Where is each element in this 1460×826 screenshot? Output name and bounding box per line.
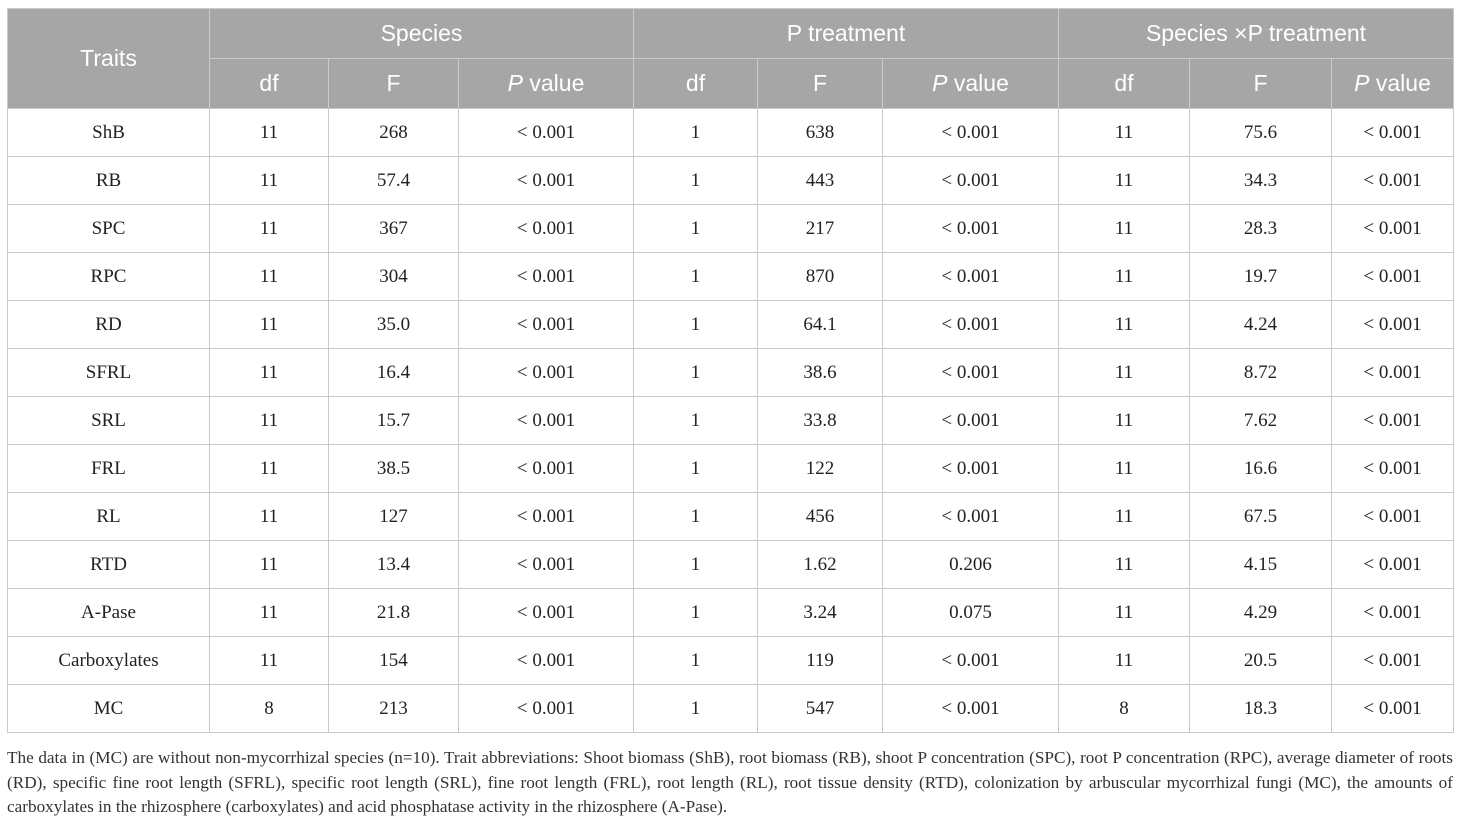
cell-ptreat-p: < 0.001 (883, 109, 1059, 157)
cell-inter-df: 11 (1059, 301, 1190, 349)
cell-trait: RB (8, 157, 210, 205)
cell-ptreat-f: 638 (758, 109, 883, 157)
header-group-species: Species (210, 9, 634, 59)
table-body (8, 109, 1454, 733)
header-p-suffix: value (522, 70, 585, 96)
cell-species-f: 13.4 (329, 541, 459, 589)
cell-ptreat-df: 1 (634, 493, 758, 541)
cell-inter-p: < 0.001 (1332, 541, 1454, 589)
cell-ptreat-f: 217 (758, 205, 883, 253)
table-row (8, 397, 1454, 445)
cell-species-df: 11 (210, 349, 329, 397)
cell-inter-f: 34.3 (1190, 157, 1332, 205)
cell-ptreat-p: 0.075 (883, 589, 1059, 637)
header-row-groups (8, 9, 1454, 59)
cell-species-f: 16.4 (329, 349, 459, 397)
cell-ptreat-df: 1 (634, 685, 758, 733)
cell-ptreat-df: 1 (634, 109, 758, 157)
header-df: df (634, 59, 758, 109)
cell-species-p: < 0.001 (459, 397, 634, 445)
header-f: F (329, 59, 459, 109)
cell-species-p: < 0.001 (459, 493, 634, 541)
header-p-italic: P (507, 70, 523, 96)
cell-inter-p: < 0.001 (1332, 685, 1454, 733)
cell-inter-p: < 0.001 (1332, 589, 1454, 637)
cell-inter-df: 11 (1059, 109, 1190, 157)
cell-trait: SPC (8, 205, 210, 253)
cell-inter-df: 11 (1059, 253, 1190, 301)
cell-ptreat-df: 1 (634, 157, 758, 205)
cell-species-p: < 0.001 (459, 445, 634, 493)
cell-species-df: 11 (210, 253, 329, 301)
cell-ptreat-df: 1 (634, 589, 758, 637)
table-row (8, 685, 1454, 733)
header-df: df (210, 59, 329, 109)
cell-species-p: < 0.001 (459, 205, 634, 253)
cell-species-p: < 0.001 (459, 349, 634, 397)
table-row (8, 349, 1454, 397)
cell-species-df: 11 (210, 541, 329, 589)
cell-inter-f: 4.15 (1190, 541, 1332, 589)
table-row (8, 541, 1454, 589)
cell-ptreat-df: 1 (634, 445, 758, 493)
header-group-interaction: Species ×P treatment (1059, 9, 1454, 59)
table-row (8, 301, 1454, 349)
header-p-suffix: value (947, 70, 1009, 96)
cell-species-df: 11 (210, 109, 329, 157)
cell-ptreat-f: 547 (758, 685, 883, 733)
cell-ptreat-p: < 0.001 (883, 253, 1059, 301)
cell-ptreat-p: < 0.001 (883, 445, 1059, 493)
header-p-italic: P (932, 70, 948, 96)
anova-table (7, 8, 1454, 733)
cell-ptreat-p: 0.206 (883, 541, 1059, 589)
header-p-suffix: value (1369, 70, 1431, 96)
cell-inter-p: < 0.001 (1332, 109, 1454, 157)
cell-species-p: < 0.001 (459, 541, 634, 589)
cell-species-df: 11 (210, 637, 329, 685)
cell-inter-df: 11 (1059, 157, 1190, 205)
cell-inter-f: 75.6 (1190, 109, 1332, 157)
table-row (8, 589, 1454, 637)
cell-inter-p: < 0.001 (1332, 157, 1454, 205)
cell-species-f: 367 (329, 205, 459, 253)
cell-species-df: 11 (210, 301, 329, 349)
cell-trait: FRL (8, 445, 210, 493)
cell-inter-p: < 0.001 (1332, 397, 1454, 445)
cell-inter-f: 19.7 (1190, 253, 1332, 301)
cell-ptreat-p: < 0.001 (883, 493, 1059, 541)
cell-ptreat-f: 870 (758, 253, 883, 301)
cell-ptreat-f: 3.24 (758, 589, 883, 637)
cell-trait: RD (8, 301, 210, 349)
cell-inter-f: 20.5 (1190, 637, 1332, 685)
table-row (8, 205, 1454, 253)
cell-species-df: 8 (210, 685, 329, 733)
cell-species-df: 11 (210, 589, 329, 637)
cell-ptreat-p: < 0.001 (883, 157, 1059, 205)
cell-ptreat-f: 122 (758, 445, 883, 493)
cell-inter-f: 16.6 (1190, 445, 1332, 493)
cell-species-f: 57.4 (329, 157, 459, 205)
header-row-stats (8, 59, 1454, 109)
cell-inter-p: < 0.001 (1332, 301, 1454, 349)
cell-inter-f: 4.24 (1190, 301, 1332, 349)
cell-ptreat-f: 33.8 (758, 397, 883, 445)
cell-species-p: < 0.001 (459, 157, 634, 205)
cell-inter-f: 67.5 (1190, 493, 1332, 541)
cell-trait: RPC (8, 253, 210, 301)
cell-ptreat-p: < 0.001 (883, 397, 1059, 445)
cell-trait: Carboxylates (8, 637, 210, 685)
cell-inter-f: 7.62 (1190, 397, 1332, 445)
cell-species-f: 154 (329, 637, 459, 685)
cell-inter-p: < 0.001 (1332, 445, 1454, 493)
cell-ptreat-p: < 0.001 (883, 301, 1059, 349)
cell-ptreat-p: < 0.001 (883, 205, 1059, 253)
cell-species-f: 38.5 (329, 445, 459, 493)
cell-ptreat-f: 443 (758, 157, 883, 205)
cell-inter-df: 11 (1059, 397, 1190, 445)
cell-trait: ShB (8, 109, 210, 157)
cell-inter-df: 11 (1059, 589, 1190, 637)
cell-species-p: < 0.001 (459, 685, 634, 733)
cell-ptreat-df: 1 (634, 253, 758, 301)
cell-species-p: < 0.001 (459, 109, 634, 157)
cell-trait: A-Pase (8, 589, 210, 637)
header-group-p-treatment: P treatment (634, 9, 1059, 59)
cell-inter-p: < 0.001 (1332, 253, 1454, 301)
cell-inter-df: 11 (1059, 541, 1190, 589)
header-p-value (1332, 59, 1454, 109)
table-row (8, 637, 1454, 685)
cell-trait: SFRL (8, 349, 210, 397)
cell-inter-p: < 0.001 (1332, 637, 1454, 685)
cell-species-f: 304 (329, 253, 459, 301)
header-p-italic: P (1354, 70, 1370, 96)
cell-trait: RL (8, 493, 210, 541)
cell-inter-df: 8 (1059, 685, 1190, 733)
cell-inter-p: < 0.001 (1332, 349, 1454, 397)
cell-ptreat-df: 1 (634, 541, 758, 589)
table-row (8, 157, 1454, 205)
cell-species-f: 213 (329, 685, 459, 733)
table-row (8, 493, 1454, 541)
header-p-value (883, 59, 1059, 109)
cell-ptreat-f: 456 (758, 493, 883, 541)
cell-ptreat-f: 1.62 (758, 541, 883, 589)
cell-ptreat-df: 1 (634, 397, 758, 445)
cell-ptreat-f: 64.1 (758, 301, 883, 349)
cell-inter-df: 11 (1059, 349, 1190, 397)
table-row (8, 253, 1454, 301)
cell-ptreat-f: 119 (758, 637, 883, 685)
cell-inter-df: 11 (1059, 205, 1190, 253)
cell-trait: SRL (8, 397, 210, 445)
cell-ptreat-df: 1 (634, 301, 758, 349)
header-f: F (758, 59, 883, 109)
cell-species-df: 11 (210, 205, 329, 253)
cell-ptreat-f: 38.6 (758, 349, 883, 397)
table-row (8, 109, 1454, 157)
cell-ptreat-df: 1 (634, 205, 758, 253)
cell-inter-f: 28.3 (1190, 205, 1332, 253)
cell-trait: MC (8, 685, 210, 733)
cell-species-f: 127 (329, 493, 459, 541)
cell-trait: RTD (8, 541, 210, 589)
cell-species-f: 35.0 (329, 301, 459, 349)
cell-ptreat-p: < 0.001 (883, 685, 1059, 733)
cell-inter-f: 4.29 (1190, 589, 1332, 637)
cell-inter-df: 11 (1059, 637, 1190, 685)
cell-species-f: 15.7 (329, 397, 459, 445)
header-traits: Traits (8, 9, 210, 109)
header-f: F (1190, 59, 1332, 109)
cell-ptreat-p: < 0.001 (883, 349, 1059, 397)
cell-species-p: < 0.001 (459, 301, 634, 349)
header-p-value (459, 59, 634, 109)
cell-ptreat-df: 1 (634, 637, 758, 685)
cell-ptreat-p: < 0.001 (883, 637, 1059, 685)
cell-species-p: < 0.001 (459, 253, 634, 301)
cell-species-df: 11 (210, 157, 329, 205)
cell-inter-p: < 0.001 (1332, 493, 1454, 541)
cell-species-f: 268 (329, 109, 459, 157)
cell-species-df: 11 (210, 445, 329, 493)
anova-table-container (7, 8, 1453, 733)
table-row (8, 445, 1454, 493)
cell-inter-f: 8.72 (1190, 349, 1332, 397)
cell-inter-p: < 0.001 (1332, 205, 1454, 253)
cell-species-df: 11 (210, 493, 329, 541)
table-footnote: The data in (MC) are without non-mycorrhizal species (n=10). Trait abbreviations: Shoot biomass (ShB), root biomass (RB), shoot P concentration (SPC), root P concentration (RPC), average diameter of roots (RD), specific fine root length (SFRL), specific root length (SRL), fine root length (FRL), root length (RL), root tissue density (RTD), colonization by arbuscular mycorrhizal fungi (MC), the amounts of carboxylates in the rhizosphere (carboxylates) and acid phosphatase activity in the rhizosphere (A-Pase). (7, 748, 1453, 816)
cell-species-p: < 0.001 (459, 589, 634, 637)
cell-inter-df: 11 (1059, 493, 1190, 541)
cell-species-f: 21.8 (329, 589, 459, 637)
cell-species-df: 11 (210, 397, 329, 445)
cell-ptreat-df: 1 (634, 349, 758, 397)
header-df: df (1059, 59, 1190, 109)
cell-inter-df: 11 (1059, 445, 1190, 493)
cell-inter-f: 18.3 (1190, 685, 1332, 733)
table-header (8, 9, 1454, 109)
cell-species-p: < 0.001 (459, 637, 634, 685)
